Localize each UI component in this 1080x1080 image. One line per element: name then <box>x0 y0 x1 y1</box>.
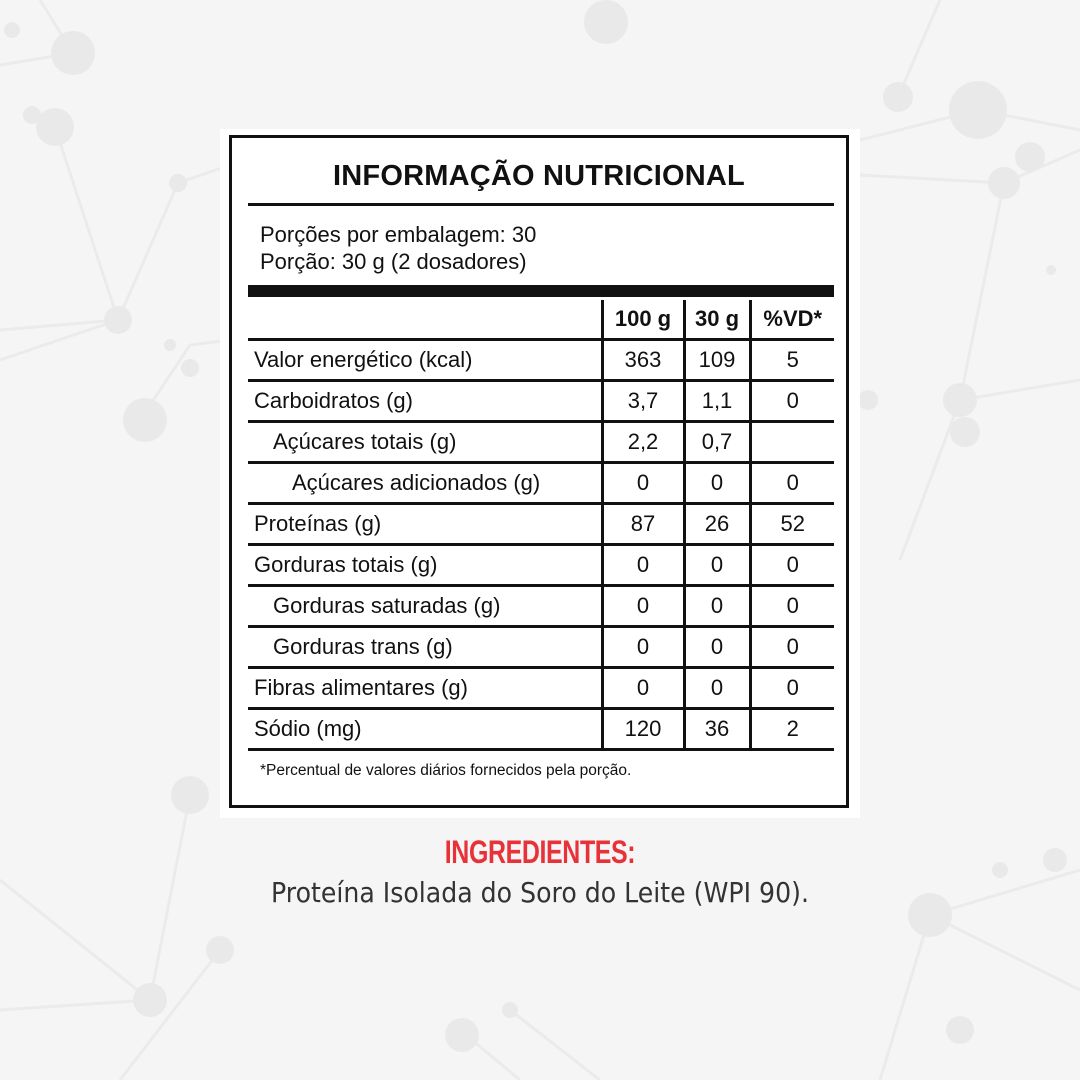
nutrient-name: Gorduras totais (g) <box>248 545 602 586</box>
value-per-100g: 0 <box>602 545 684 586</box>
nutrient-name: Sódio (mg) <box>248 709 602 750</box>
servings-per-package: Porções por embalagem: 30 <box>260 222 537 247</box>
nutrient-name: Proteínas (g) <box>248 504 602 545</box>
table-row <box>248 627 834 668</box>
value-per-100g: 0 <box>602 627 684 668</box>
value-per-30g: 0 <box>684 627 750 668</box>
table-header-row <box>248 300 834 340</box>
nutrient-name: Valor energético (kcal) <box>248 340 602 381</box>
value-per-30g: 0 <box>684 545 750 586</box>
column-header-nutrient <box>248 300 602 340</box>
table-row <box>248 422 834 463</box>
value-vd: 0 <box>750 627 834 668</box>
table-row <box>248 463 834 504</box>
table-row <box>248 504 834 545</box>
ingredients-heading: INGREDIENTES: <box>444 834 636 870</box>
nutrient-name: Açúcares totais (g) <box>248 422 602 463</box>
value-per-100g: 3,7 <box>602 381 684 422</box>
nutrient-name: Fibras alimentares (g) <box>248 668 602 709</box>
table-row <box>248 668 834 709</box>
value-vd <box>750 422 834 463</box>
value-per-100g: 0 <box>602 463 684 504</box>
value-per-30g: 109 <box>684 340 750 381</box>
value-vd: 5 <box>750 340 834 381</box>
nutrient-name: Carboidratos (g) <box>248 381 602 422</box>
value-per-30g: 1,1 <box>684 381 750 422</box>
value-vd: 0 <box>750 381 834 422</box>
value-vd: 2 <box>750 709 834 750</box>
value-per-30g: 0 <box>684 668 750 709</box>
serving-info <box>260 221 536 275</box>
value-per-30g: 0 <box>684 586 750 627</box>
value-per-30g: 0 <box>684 463 750 504</box>
value-vd: 52 <box>750 504 834 545</box>
column-header-vd: %VD* <box>750 300 834 340</box>
table-row <box>248 340 834 381</box>
table-row <box>248 381 834 422</box>
table-row <box>248 586 834 627</box>
value-per-100g: 363 <box>602 340 684 381</box>
value-vd: 0 <box>750 545 834 586</box>
table-row <box>248 709 834 750</box>
nutrition-table <box>248 300 834 751</box>
nutrition-facts-label <box>229 135 849 808</box>
table-row <box>248 545 834 586</box>
nutrient-name: Açúcares adicionados (g) <box>248 463 602 504</box>
title-divider <box>248 203 834 206</box>
thick-divider <box>248 285 834 297</box>
value-per-100g: 2,2 <box>602 422 684 463</box>
value-vd: 0 <box>750 463 834 504</box>
value-per-100g: 0 <box>602 586 684 627</box>
serving-size: Porção: 30 g (2 dosadores) <box>260 249 527 274</box>
value-per-30g: 36 <box>684 709 750 750</box>
value-per-100g: 120 <box>602 709 684 750</box>
value-vd: 0 <box>750 586 834 627</box>
value-per-30g: 0,7 <box>684 422 750 463</box>
label-title: INFORMAÇÃO NUTRICIONAL <box>333 160 745 192</box>
ingredients-text: Proteína Isolada do Soro do Leite (WPI 90). <box>271 876 809 909</box>
value-per-30g: 26 <box>684 504 750 545</box>
nutrient-name: Gorduras trans (g) <box>248 627 602 668</box>
value-per-100g: 87 <box>602 504 684 545</box>
footnote: *Percentual de valores diários fornecidos pela porção. <box>260 762 632 779</box>
value-per-100g: 0 <box>602 668 684 709</box>
value-vd: 0 <box>750 668 834 709</box>
column-header-100g: 100 g <box>602 300 684 340</box>
column-header-30g: 30 g <box>684 300 750 340</box>
nutrient-name: Gorduras saturadas (g) <box>248 586 602 627</box>
